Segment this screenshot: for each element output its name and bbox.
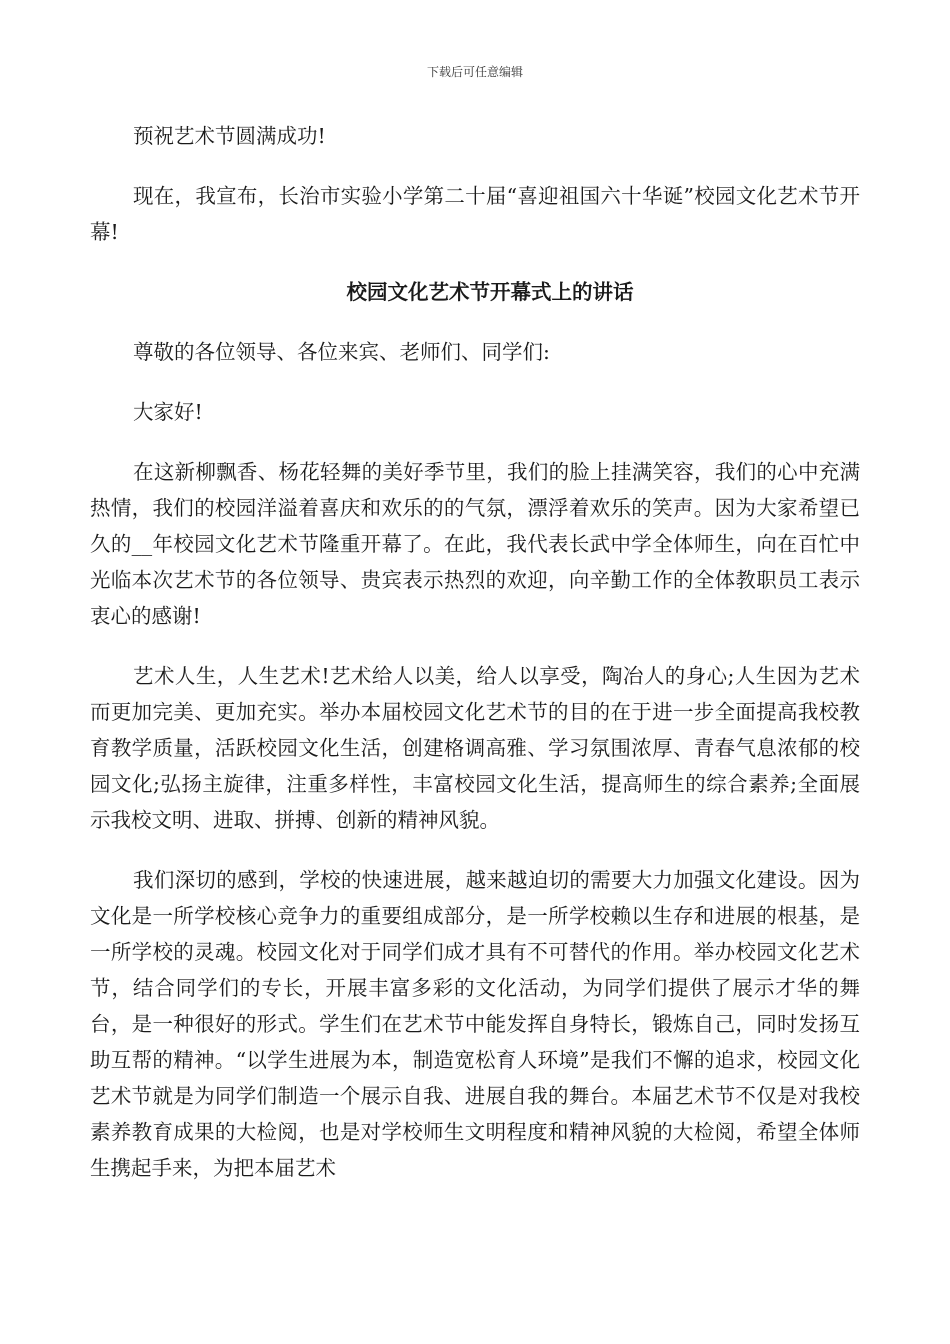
document-body — [90, 118, 860, 1186]
closing-wish-paragraph: 预祝艺术节圆满成功! — [133, 124, 326, 148]
body-paragraph-art-life: 艺术人生，人生艺术!艺术给人以美，给人以享受，陶冶人的身心;人生因为艺术而更加完美、更加充实。举办本届校园文化艺术节的目的在于进一步全面提高我校教育教学质量，活跃校园文化生活，创建格调高雅、学习氛围浓厚、青春气息浓郁的校园文化;弘扬主旋律，注重多样性，丰富校园文化生活，提高师生的综合素养;全面展示我校文明、进取、拼搏、创新的精神风貌。 — [90, 664, 860, 832]
opening-declaration-paragraph: 现在，我宣布，长治市实验小学第二十届“喜迎祖国六十华诞”校园文化艺术节开幕! — [90, 184, 860, 244]
salutation: 尊敬的各位领导、各位来宾、老师们、同学们: — [133, 340, 550, 364]
page-header-note: 下载后可任意编辑 — [426, 65, 523, 79]
body-paragraph-welcome: 在这新柳飘香、杨花轻舞的美好季节里，我们的脸上挂满笑容，我们的心中充满热情，我们的校园洋溢着喜庆和欢乐的的气氛，漂浮着欢乐的笑声。因为大家希望已久的__年校园文化艺术节隆重开幕了。在此，我代表长武中学全体师生，向在百忙中光临本次艺术节的各位领导、贵宾表示热烈的欢迎，向辛勤工作的全体教职员工表示衷心的感谢! — [90, 460, 860, 628]
speech-title: 校园文化艺术节开幕式上的讲话 — [346, 280, 634, 304]
greeting: 大家好! — [133, 400, 203, 424]
body-paragraph-culture: 我们深切的感到，学校的快速进展，越来越迫切的需要大力加强文化建设。因为文化是一所学校核心竞争力的重要组成部分，是一所学校赖以生存和进展的根基，是一所学校的灵魂。校园文化对于同学们成才具有不可替代的作用。举办校园文化艺术节，结合同学们的专长，开展丰富多彩的文化活动，为同学们提供了展示才华的舞台，是一种很好的形式。学生们在艺术节中能发挥自身特长，锻炼自己，同时发扬互助互帮的精神。“以学生进展为本，制造宽松育人环境”是我们不懈的追求，校园文化艺术节就是为同学们制造一个展示自我、进展自我的舞台。本届艺术节不仅是对我校素养教育成果的大检阅，也是对学校师生文明程度和精神风貌的大检阅，希望全体师生携起手来，为把本届艺术 — [90, 868, 860, 1180]
